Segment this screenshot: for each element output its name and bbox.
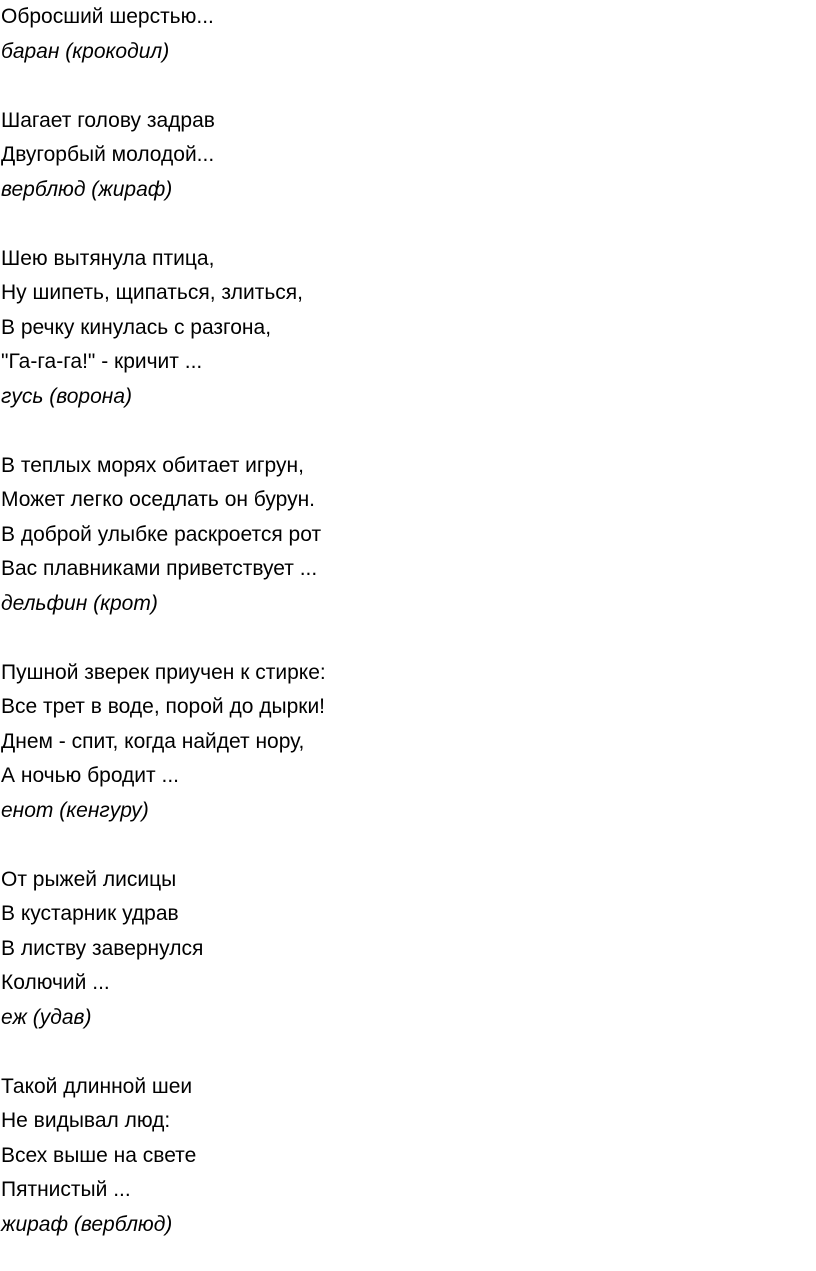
riddle-stanza: [0, 1070, 816, 1243]
riddle-answer: гусь (ворона): [1, 384, 132, 408]
riddle-line: Днем - спит, когда найдет нору,: [1, 729, 305, 753]
riddle-line: Шею вытянула птица,: [1, 246, 215, 270]
riddle-line: В речку кинулась с разгона,: [1, 315, 272, 339]
riddle-line: В кустарник удрав: [1, 902, 179, 925]
riddle-line: От рыжей лисицы: [1, 867, 177, 891]
riddle-answer: жираф (верблюд): [1, 1212, 173, 1236]
riddle-line: Пятнистый ...: [1, 1178, 131, 1201]
riddle-stanza: [0, 863, 816, 1036]
stanza-gap: [0, 828, 816, 863]
riddle-stanza: [0, 242, 816, 415]
riddle-line: Такой длинной шеи: [1, 1074, 193, 1098]
stanza-gap: [0, 1035, 816, 1070]
riddle-stanza: [0, 656, 816, 829]
riddle-line: А ночью бродит ...: [1, 764, 179, 787]
riddle-stanza: [0, 449, 816, 622]
riddle-line: Пушной зверек приучен к стирке:: [1, 660, 326, 684]
stanza-gap: [0, 207, 816, 242]
riddle-line: Все трет в воде, порой до дырки!: [1, 695, 326, 718]
riddle-answer: верблюд (жираф): [1, 177, 173, 201]
stanza-gap: [0, 621, 816, 656]
riddle-line: Двугорбый молодой...: [1, 143, 215, 166]
riddle-line: Ну шипеть, щипаться, злиться,: [1, 281, 303, 304]
riddle-answer: еж (удав): [1, 1005, 92, 1029]
riddle-line: Не видывал люд:: [1, 1109, 171, 1132]
stanza-gap: [0, 69, 816, 104]
riddle-line: Шагает голову задрав: [1, 108, 215, 132]
riddle-answer: енот (кенгуру): [1, 798, 149, 822]
riddle-answer: баран (крокодил): [1, 39, 170, 63]
riddle-line: Колючий ...: [1, 971, 110, 994]
riddle-line: Обросший шерстью...: [1, 5, 214, 28]
riddle-line: В листву завернулся: [1, 936, 204, 960]
riddle-line: В теплых морях обитает игрун,: [1, 453, 304, 477]
riddle-stanza: [0, 104, 816, 208]
riddle-line: В доброй улыбке раскроется рот: [1, 522, 322, 546]
riddle-stanza: [0, 0, 816, 69]
riddle-answer: дельфин (крот): [1, 591, 158, 615]
riddle-line: Всех выше на свете: [1, 1143, 197, 1167]
riddle-line: Может легко оседлать он бурун.: [1, 488, 316, 511]
riddle-line: "Га-га-га!" - кричит ...: [1, 350, 203, 373]
stanza-gap: [0, 414, 816, 449]
riddle-line: Вас плавниками приветствует ...: [1, 557, 318, 580]
